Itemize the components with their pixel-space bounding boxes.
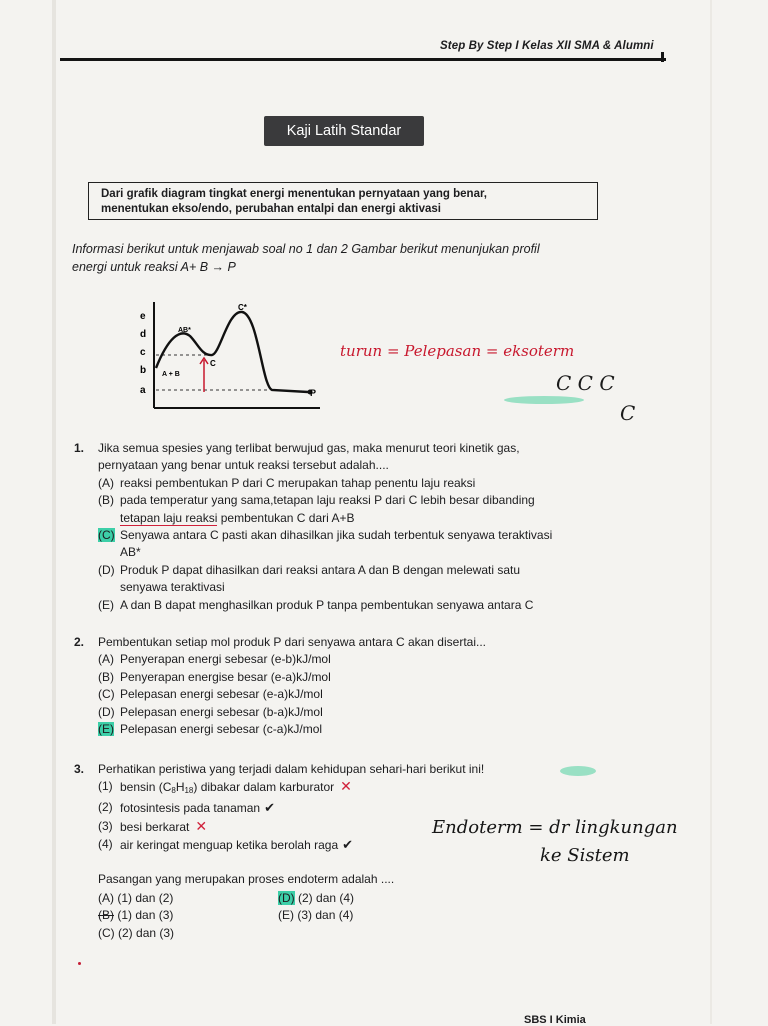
page-edge-left (52, 0, 56, 1024)
answer-d-selected[interactable]: (D) (2) dan (4) (278, 890, 355, 905)
page-header: Step By Step I Kelas XII SMA & Alumni (440, 40, 654, 52)
option-a[interactable]: (A) reaksi pembentukan P dari C merupakan tahap penentu laju reaksi (98, 475, 476, 490)
question-text: Pembentukan setiap mol produk P dari senyawa antara C akan disertai... (98, 635, 486, 650)
header-rule (60, 58, 666, 61)
check-mark-icon: ✔ (342, 837, 354, 853)
option-c-selected[interactable]: (C) Senyawa antara C pasti akan dihasilkan jika sudah terbentuk senyawa teraktivasi AB* (98, 528, 553, 560)
question-text: Perhatikan peristiwa yang terjadi dalam kehidupan sehari-hari berikut ini! (98, 761, 485, 776)
page-footer: SBS I Kimia (524, 1014, 586, 1026)
page-edge-right (710, 0, 712, 1024)
cross-mark-icon: ✕ (340, 777, 352, 794)
answer-e[interactable]: (E) (3) dan (4) (278, 908, 354, 923)
option-d[interactable]: (D) Produk P dapat dihasilkan dari reaksi antara A dan B dengan melewati satu senyawa teraktivasi (98, 562, 521, 595)
objective-line-2: menentukan ekso/endo, perubahan entalpi dan energi aktivasi (101, 203, 441, 215)
energy-profile-diagram (120, 298, 330, 416)
intro-line-1: Informasi berikut untuk menjawab soal no 1 dan 2 Gambar berikut menunjukan profil (72, 242, 540, 256)
option-a[interactable]: (A) Penyerapan energi sebesar (e-b)kJ/mol (98, 652, 331, 667)
option-e[interactable]: (E) A dan B dapat menghasilkan produk P tanpa pembentukan senyawa antara C (98, 597, 534, 612)
answer-choices (98, 890, 634, 942)
answer-a[interactable]: (A) (1) dan (2) (98, 890, 174, 905)
label-c-star: C* (238, 303, 247, 312)
option-d[interactable]: (D) Pelepasan energi sebesar (b-a)kJ/mol (98, 704, 323, 719)
objective-line-1: Dari grafik diagram tingkat energi menentukan pernyataan yang benar, (101, 188, 488, 200)
option-e-selected[interactable]: (E) Pelepasan energi sebesar (c-a)kJ/mol (98, 722, 323, 737)
option-c[interactable]: (C) Pelepasan energi sebesar (e-a)kJ/mol (98, 687, 323, 702)
question-1 (74, 440, 634, 614)
question-number: 2. (74, 635, 85, 650)
level-label-c: c (140, 347, 146, 358)
cross-mark-icon: ✕ (195, 817, 208, 834)
intro-line-2: energi untuk reaksi A+ B → P (72, 260, 236, 274)
answer-b-struck[interactable]: (B) (1) dan (3) (98, 908, 174, 923)
level-label-b: b (140, 365, 147, 376)
section-banner: Kaji Latih Standar (264, 116, 424, 146)
ink-dot (78, 962, 81, 965)
question-number: 1. (74, 441, 85, 455)
label-p: P (310, 388, 317, 398)
level-label-e: e (140, 311, 146, 322)
item-1: (1) bensin $(C_8H_{18})$ dibakar dalam karburator ✕ (98, 777, 352, 795)
item-2: (2) fotosintesis pada tanaman ✔ (98, 800, 275, 816)
label-c: C (210, 359, 216, 368)
learning-objective-box (88, 182, 598, 220)
option-b[interactable]: (B) pada temperatur yang sama,tetapan laju reaksi P dari C lebih besar dibanding tetapan laju reaksi pembentukan C dari A+B (98, 493, 535, 525)
handwritten-c-marks: C C C C (556, 371, 636, 425)
header-rule-tick (661, 52, 664, 62)
question-number: 3. (74, 761, 85, 776)
item-3: (3) besi berkarat ✕ (98, 817, 208, 834)
handwritten-note-exotherm: turun = Pelepasan = eksoterm (340, 342, 575, 360)
level-label-a: a (140, 385, 146, 396)
option-b[interactable]: (B) Penyerapan energise besar (e-a)kJ/mol (98, 669, 331, 684)
handwritten-note-endoterm: Endoterm = dr lingkungan ke Sistem (432, 817, 678, 866)
intro-text (72, 240, 632, 276)
question-text: Jika semua spesies yang terlibat berwujud gas, maka menurut teori kinetik gas, (98, 441, 520, 455)
check-mark-icon: ✔ (264, 800, 275, 816)
question-2 (74, 634, 634, 738)
question-list (74, 440, 634, 956)
level-label-d: d (140, 329, 147, 340)
answer-c[interactable]: (C) (2) dan (3) (98, 925, 175, 940)
energy-curve (156, 312, 308, 392)
label-ab-star: AB* (178, 327, 191, 334)
label-a-plus-b: A + B (162, 371, 180, 378)
highlighter-smudge (560, 766, 596, 776)
question-text: pernyataan yang benar untuk reaksi tersebut adalah.... (98, 458, 389, 473)
question-prompt: Pasangan yang merupakan proses endoterm adalah .... (98, 871, 395, 886)
item-4: (4) air keringat menguap ketika berolah raga ✔ (98, 837, 354, 853)
